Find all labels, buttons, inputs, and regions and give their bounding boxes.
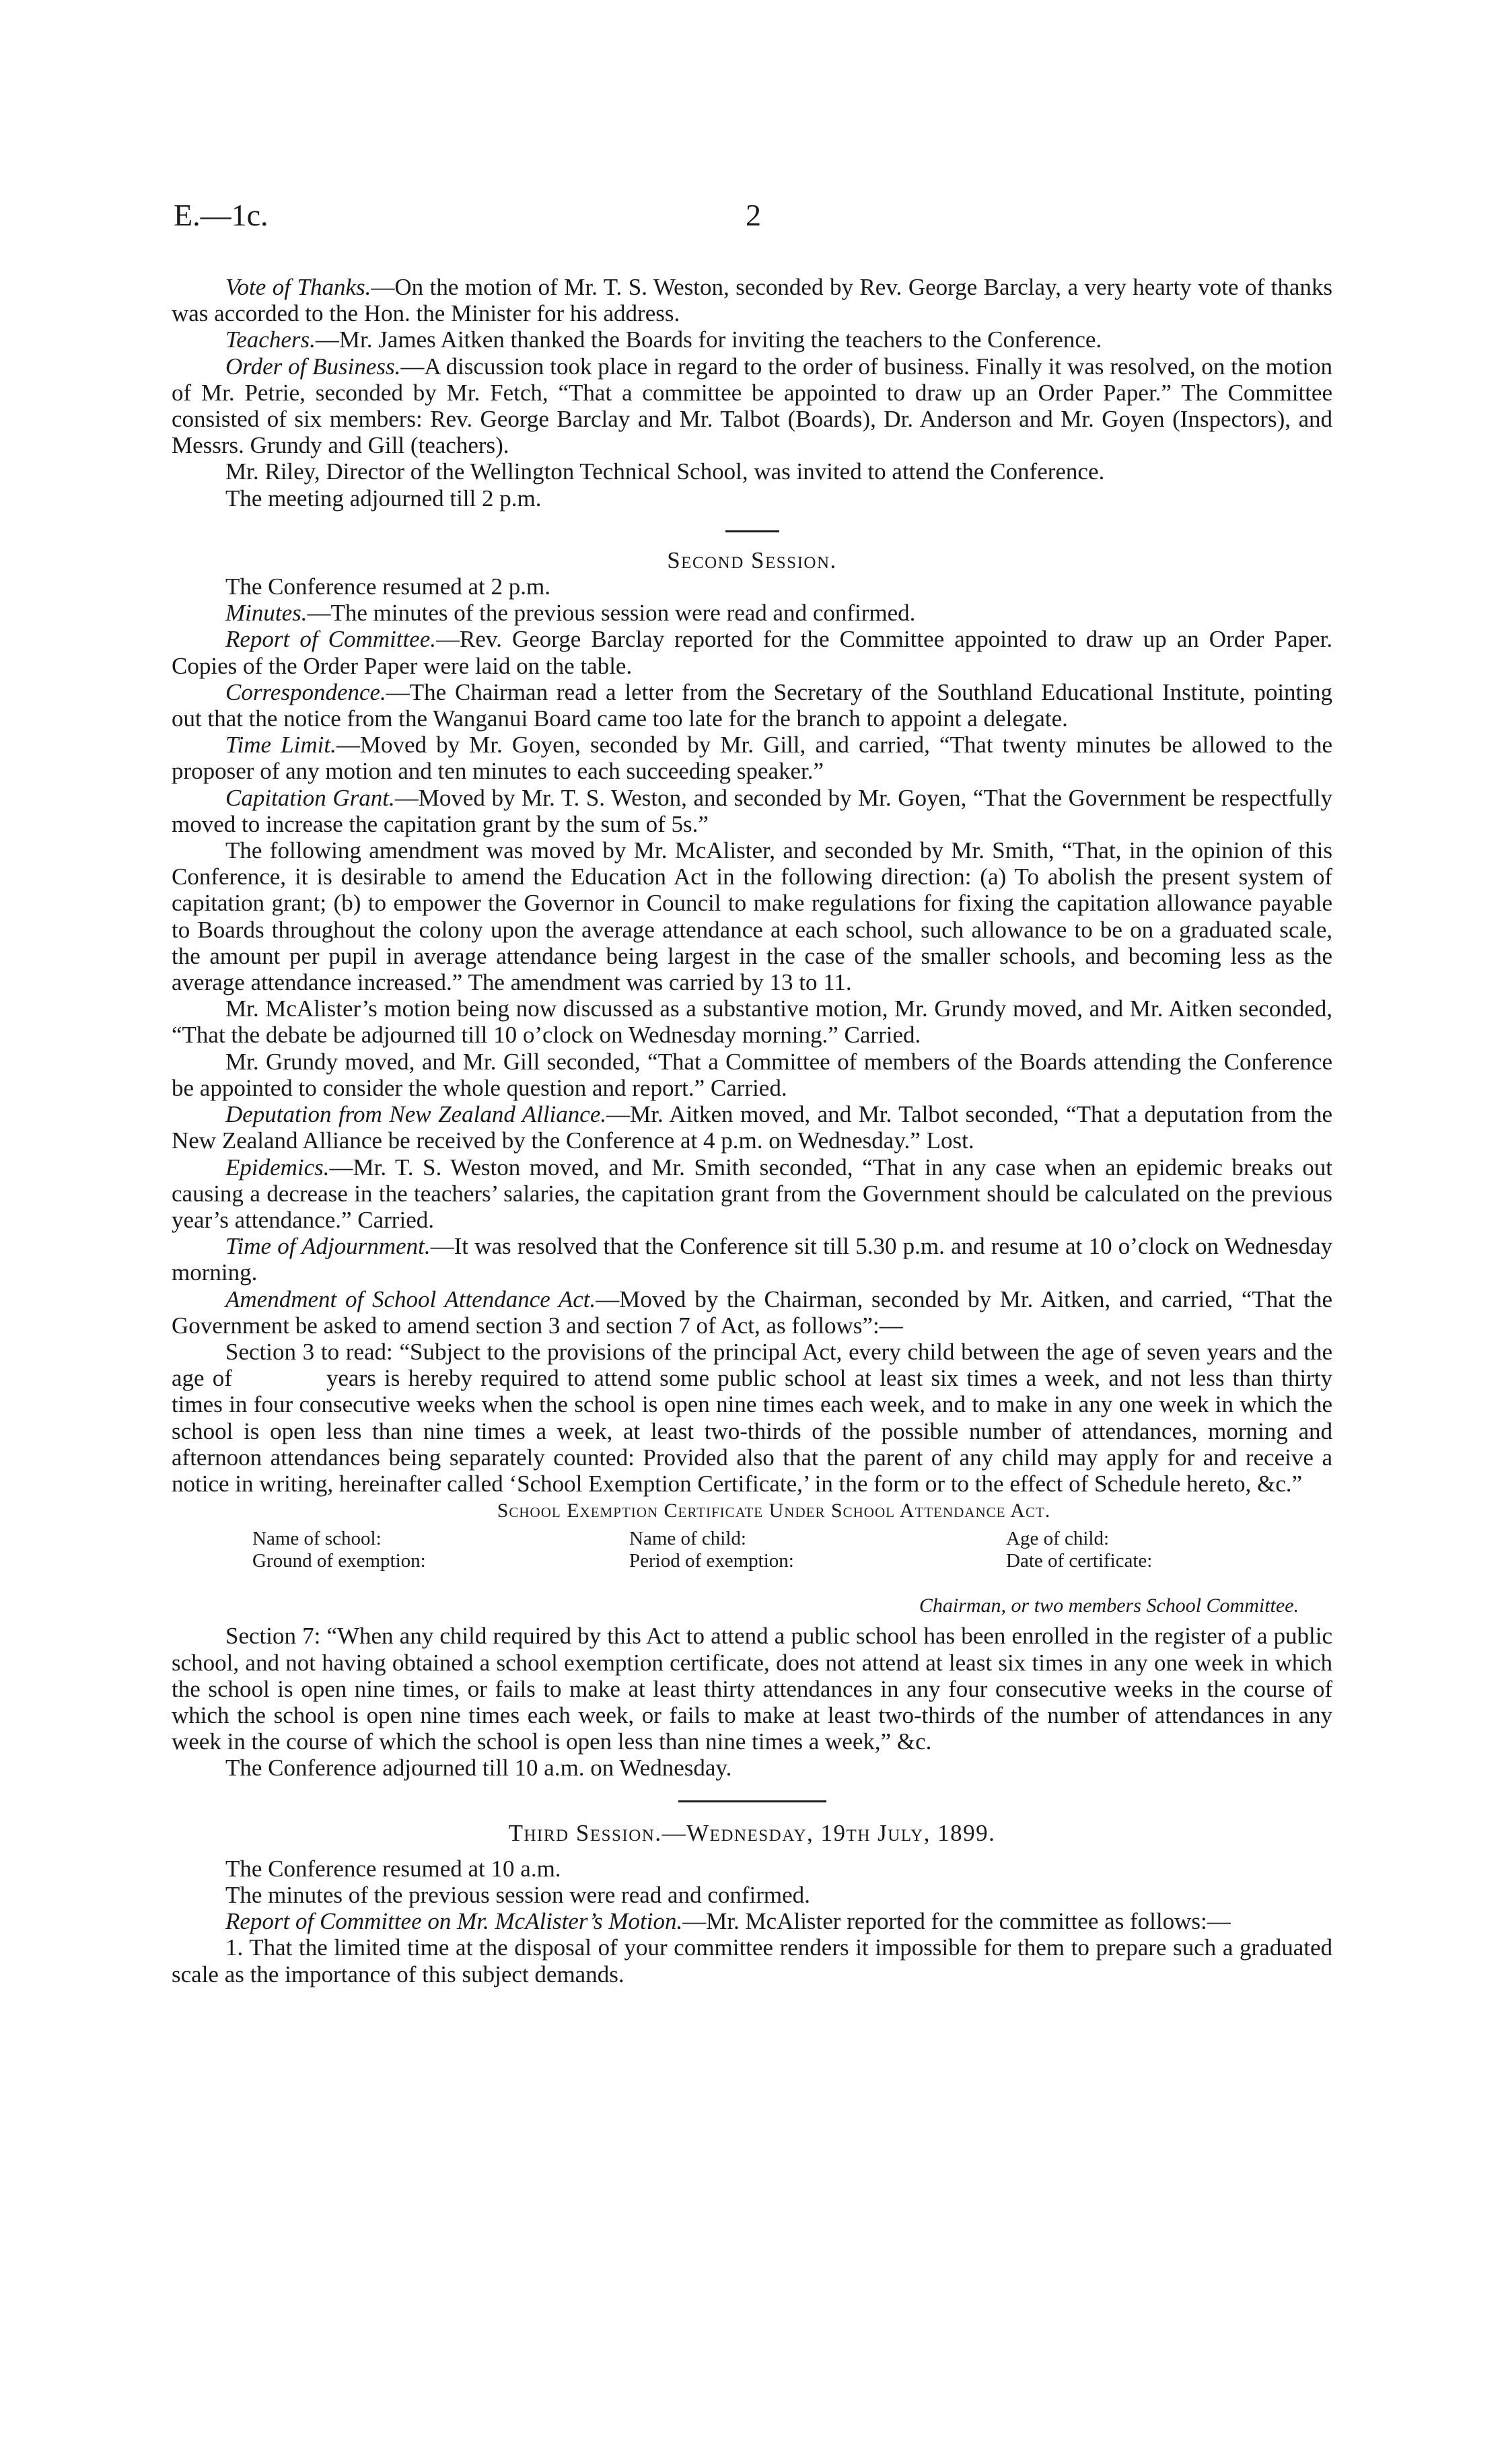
paragraph-vote-of-thanks — [172, 274, 1332, 326]
paragraph-report-mcalister — [172, 1908, 1332, 1934]
paragraph-section-7: Section 7: “When any child required by this Act to attend a public school has been enrolled in the register of a public school, and not having obtained a school exemption certificate, does not attend at least six times in any one week in which the school is open nine times, or fails to make at least thirty attendances in any four consecutive weeks in the course of which the school is open nine times each week, or fails to make at least two-thirds of the number of attendances in any week in the course of which the school is open less than nine times a week,” &c. — [172, 1623, 1332, 1755]
paragraph-deputation — [172, 1101, 1332, 1154]
paragraph-intro: Time Limit. — [225, 732, 336, 759]
paragraph-epidemics — [172, 1154, 1332, 1234]
paragraph-body: —Moved by Mr. Goyen, seconded by Mr. Gill, and carried, “That twenty minutes be allowed to the proposer of any motion and ten minutes to each succeeding speaker.” — [172, 732, 1333, 785]
heading-third-session: Third Session.—Wednesday, 19th July, 1899. — [508, 1819, 996, 1846]
paragraph-body: —Mr. James Aitken thanked the Boards for inviting the teachers to the Conference. — [315, 326, 1102, 353]
certificate-row — [252, 1550, 1295, 1572]
paragraph-report-of-committee — [172, 626, 1332, 678]
certificate-row — [252, 1528, 1295, 1550]
paragraph-intro: Report of Committee on Mr. McAlister’s Motion. — [225, 1908, 683, 1935]
paragraph-intro: Amendment of School Attendance Act. — [225, 1286, 596, 1312]
paragraph-order-of-business — [172, 353, 1332, 459]
paragraph-intro: Vote of Thanks. — [225, 274, 371, 300]
paragraph-body: —A discussion took place in regard to the order of business. Finally it was resolved, on the motion of Mr. Petrie, seconded by Mr. Fetch, “That a committee be appointed to draw up an Order Paper.” The Committee consisted of six members: Rev. George Barclay and Mr. Talbot (Boards), Dr. Anderson and Mr. Goyen (Inspectors), and Messrs. Grundy and Gill (teachers). — [172, 353, 1332, 459]
paragraph-intro: Deputation from New Zealand Alliance. — [225, 1101, 607, 1128]
paragraph-committee-item-1: 1. That the limited time at the disposal of your committee renders it impossible for them to prepare such a graduated scale as the importance of this subject demands. — [172, 1934, 1332, 1987]
page-header — [174, 198, 1332, 242]
paragraph-time-limit — [172, 732, 1332, 784]
certificate-field: Name of school: — [252, 1528, 382, 1550]
paragraph-intro: Time of Adjournment. — [225, 1233, 431, 1260]
exemption-certificate — [252, 1500, 1295, 1572]
paragraph-body: —The Chairman read a letter from the Secretary of the Southland Educational Institute, pointing out that the notice from the Wanganui Board came too late for the branch to appoint a delegate. — [172, 678, 1332, 732]
paragraph-resumed: The Conference resumed at 2 p.m. — [225, 573, 551, 600]
paragraph-body: —Moved by the Chairman, seconded by Mr. Aitken, and carried, “That the Government be asked to amend section 3 and section 7 of Act, as follows”:— — [172, 1286, 1332, 1339]
section-divider — [678, 1800, 826, 1802]
paragraph-body: —Rev. George Barclay reported for the Committee appointed to draw up an Order Paper. Copies of the Order Paper were laid on the table. — [172, 626, 1333, 679]
section-3-text-b: years is hereby required to attend some public school at least six times a week, and not less than thirty times in four consecutive weeks when the school is open nine times each week, and to make in any one week in which the school is open less than nine times a week, at least two-thirds of the possible number of attendances, morning and afternoon attendances being separately counted: Provided also that the parent of any child may apply for and receive a notice in writing, hereinafter called ‘School Exemption Certificate,’ in the form or to the effect of Schedule hereto, &c.” — [172, 1365, 1332, 1497]
certificate-title: School Exemption Certificate Under School Attendance Act. — [497, 1500, 1051, 1522]
paragraph-intro: Minutes. — [225, 600, 308, 627]
paragraph-time-of-adjournment — [172, 1233, 1332, 1286]
document-body — [172, 274, 1332, 1987]
paragraph-intro: Correspondence. — [225, 678, 386, 705]
paragraph-intro: Order of Business. — [225, 353, 401, 380]
paragraph-adjourned-wednesday: The Conference adjourned till 10 a.m. on Wednesday. — [225, 1755, 732, 1782]
paragraph-minutes-confirmed: The minutes of the previous session were read and confirmed. — [225, 1881, 810, 1908]
paragraph-amendment: The following amendment was moved by Mr. McAlister, and seconded by Mr. Smith, “That, in the opinion of this Conference, it is desirable to amend the Education Act in the following direction: (a) To abolish the present system of capitation grant; (b) to empower the Governor in Council to make regulations for fixing the capitation allowance payable to Boards throughout the colony upon the average attendance at each school, such allowance to be on a graduated scale, the amount per pupil in average attendance being largest in the case of the smaller schools, and becoming less as the average attendance increased.” The amendment was carried by 13 to 11. — [172, 837, 1332, 996]
page-number: 2 — [746, 198, 761, 232]
section-3-text-a: Section 3 to read: “Subject to the provisions of the principal Act, every child between the age of seven years and the age of — [172, 1338, 1332, 1392]
paragraph-body: —On the motion of Mr. T. S. Weston, seconded by Rev. George Barclay, a very hearty vote of thanks was accorded to the Hon. the Minister for his address. — [172, 274, 1332, 327]
certificate-field: Period of exemption: — [629, 1550, 794, 1572]
paragraph-body: —Mr. McAlister reported for the committee as follows:— — [682, 1908, 1231, 1935]
certificate-field: Date of certificate: — [1006, 1550, 1153, 1572]
paragraph-attendance-act — [172, 1286, 1332, 1339]
certificate-signature: Chairman, or two members School Committee. — [919, 1594, 1299, 1617]
paragraph-teachers — [172, 326, 1332, 353]
paragraph-body: —Moved by Mr. T. S. Weston, and seconded by Mr. Goyen, “That the Government be respectfully moved to increase the capitation grant by the sum of 5s.” — [172, 784, 1332, 837]
paragraph-riley: Mr. Riley, Director of the Wellington Technical School, was invited to attend the Conference. — [225, 458, 1105, 485]
paragraph-body: —Mr. T. S. Weston moved, and Mr. Smith seconded, “That in any case when an epidemic breaks out causing a decrease in the teachers’ salaries, the capitation grant from the Government should be calculated on the previous year’s attendance.” Carried. — [172, 1154, 1332, 1233]
document-reference: E.—1c. — [174, 198, 269, 232]
paragraph-intro: Teachers. — [225, 326, 316, 353]
paragraph-body: —The minutes of the previous session were read and confirmed. — [307, 600, 916, 627]
paragraph-correspondence — [172, 679, 1332, 732]
paragraph-minutes — [172, 600, 1332, 626]
paragraph-body: —Mr. Aitken moved, and Mr. Talbot seconded, “That a deputation from the New Zealand Alliance be received by the Conference at 4 p.m. on Wednesday.” Lost. — [172, 1101, 1332, 1154]
section-divider — [725, 530, 779, 532]
paragraph-intro: Capitation Grant. — [225, 784, 395, 811]
paragraph-committee-of-boards: Mr. Grundy moved, and Mr. Gill seconded, “That a Committee of members of the Boards attending the Conference be appointed to consider the whole question and report.” Carried. — [172, 1048, 1332, 1101]
paragraph-body: —It was resolved that the Conference sit till 5.30 p.m. and resume at 10 o’clock on Wednesday morning. — [172, 1233, 1333, 1286]
certificate-field: Age of child: — [1006, 1528, 1110, 1550]
paragraph-substantive-motion: Mr. McAlister’s motion being now discussed as a substantive motion, Mr. Grundy moved, and Mr. Aitken seconded, “That the debate be adjourned till 10 o’clock on Wednesday morning.” Carried. — [172, 995, 1332, 1049]
certificate-field: Ground of exemption: — [252, 1550, 426, 1572]
certificate-field: Name of child: — [629, 1528, 746, 1550]
paragraph-intro: Epidemics. — [225, 1154, 330, 1181]
paragraph-adjourned: The meeting adjourned till 2 p.m. — [225, 485, 542, 512]
heading-second-session: Second Session. — [667, 547, 837, 573]
paragraph-intro: Report of Committee. — [225, 626, 437, 653]
paragraph-resumed-10am: The Conference resumed at 10 a.m. — [225, 1855, 561, 1882]
paragraph-capitation-grant — [172, 785, 1332, 837]
paragraph-section-3 — [172, 1339, 1332, 1497]
